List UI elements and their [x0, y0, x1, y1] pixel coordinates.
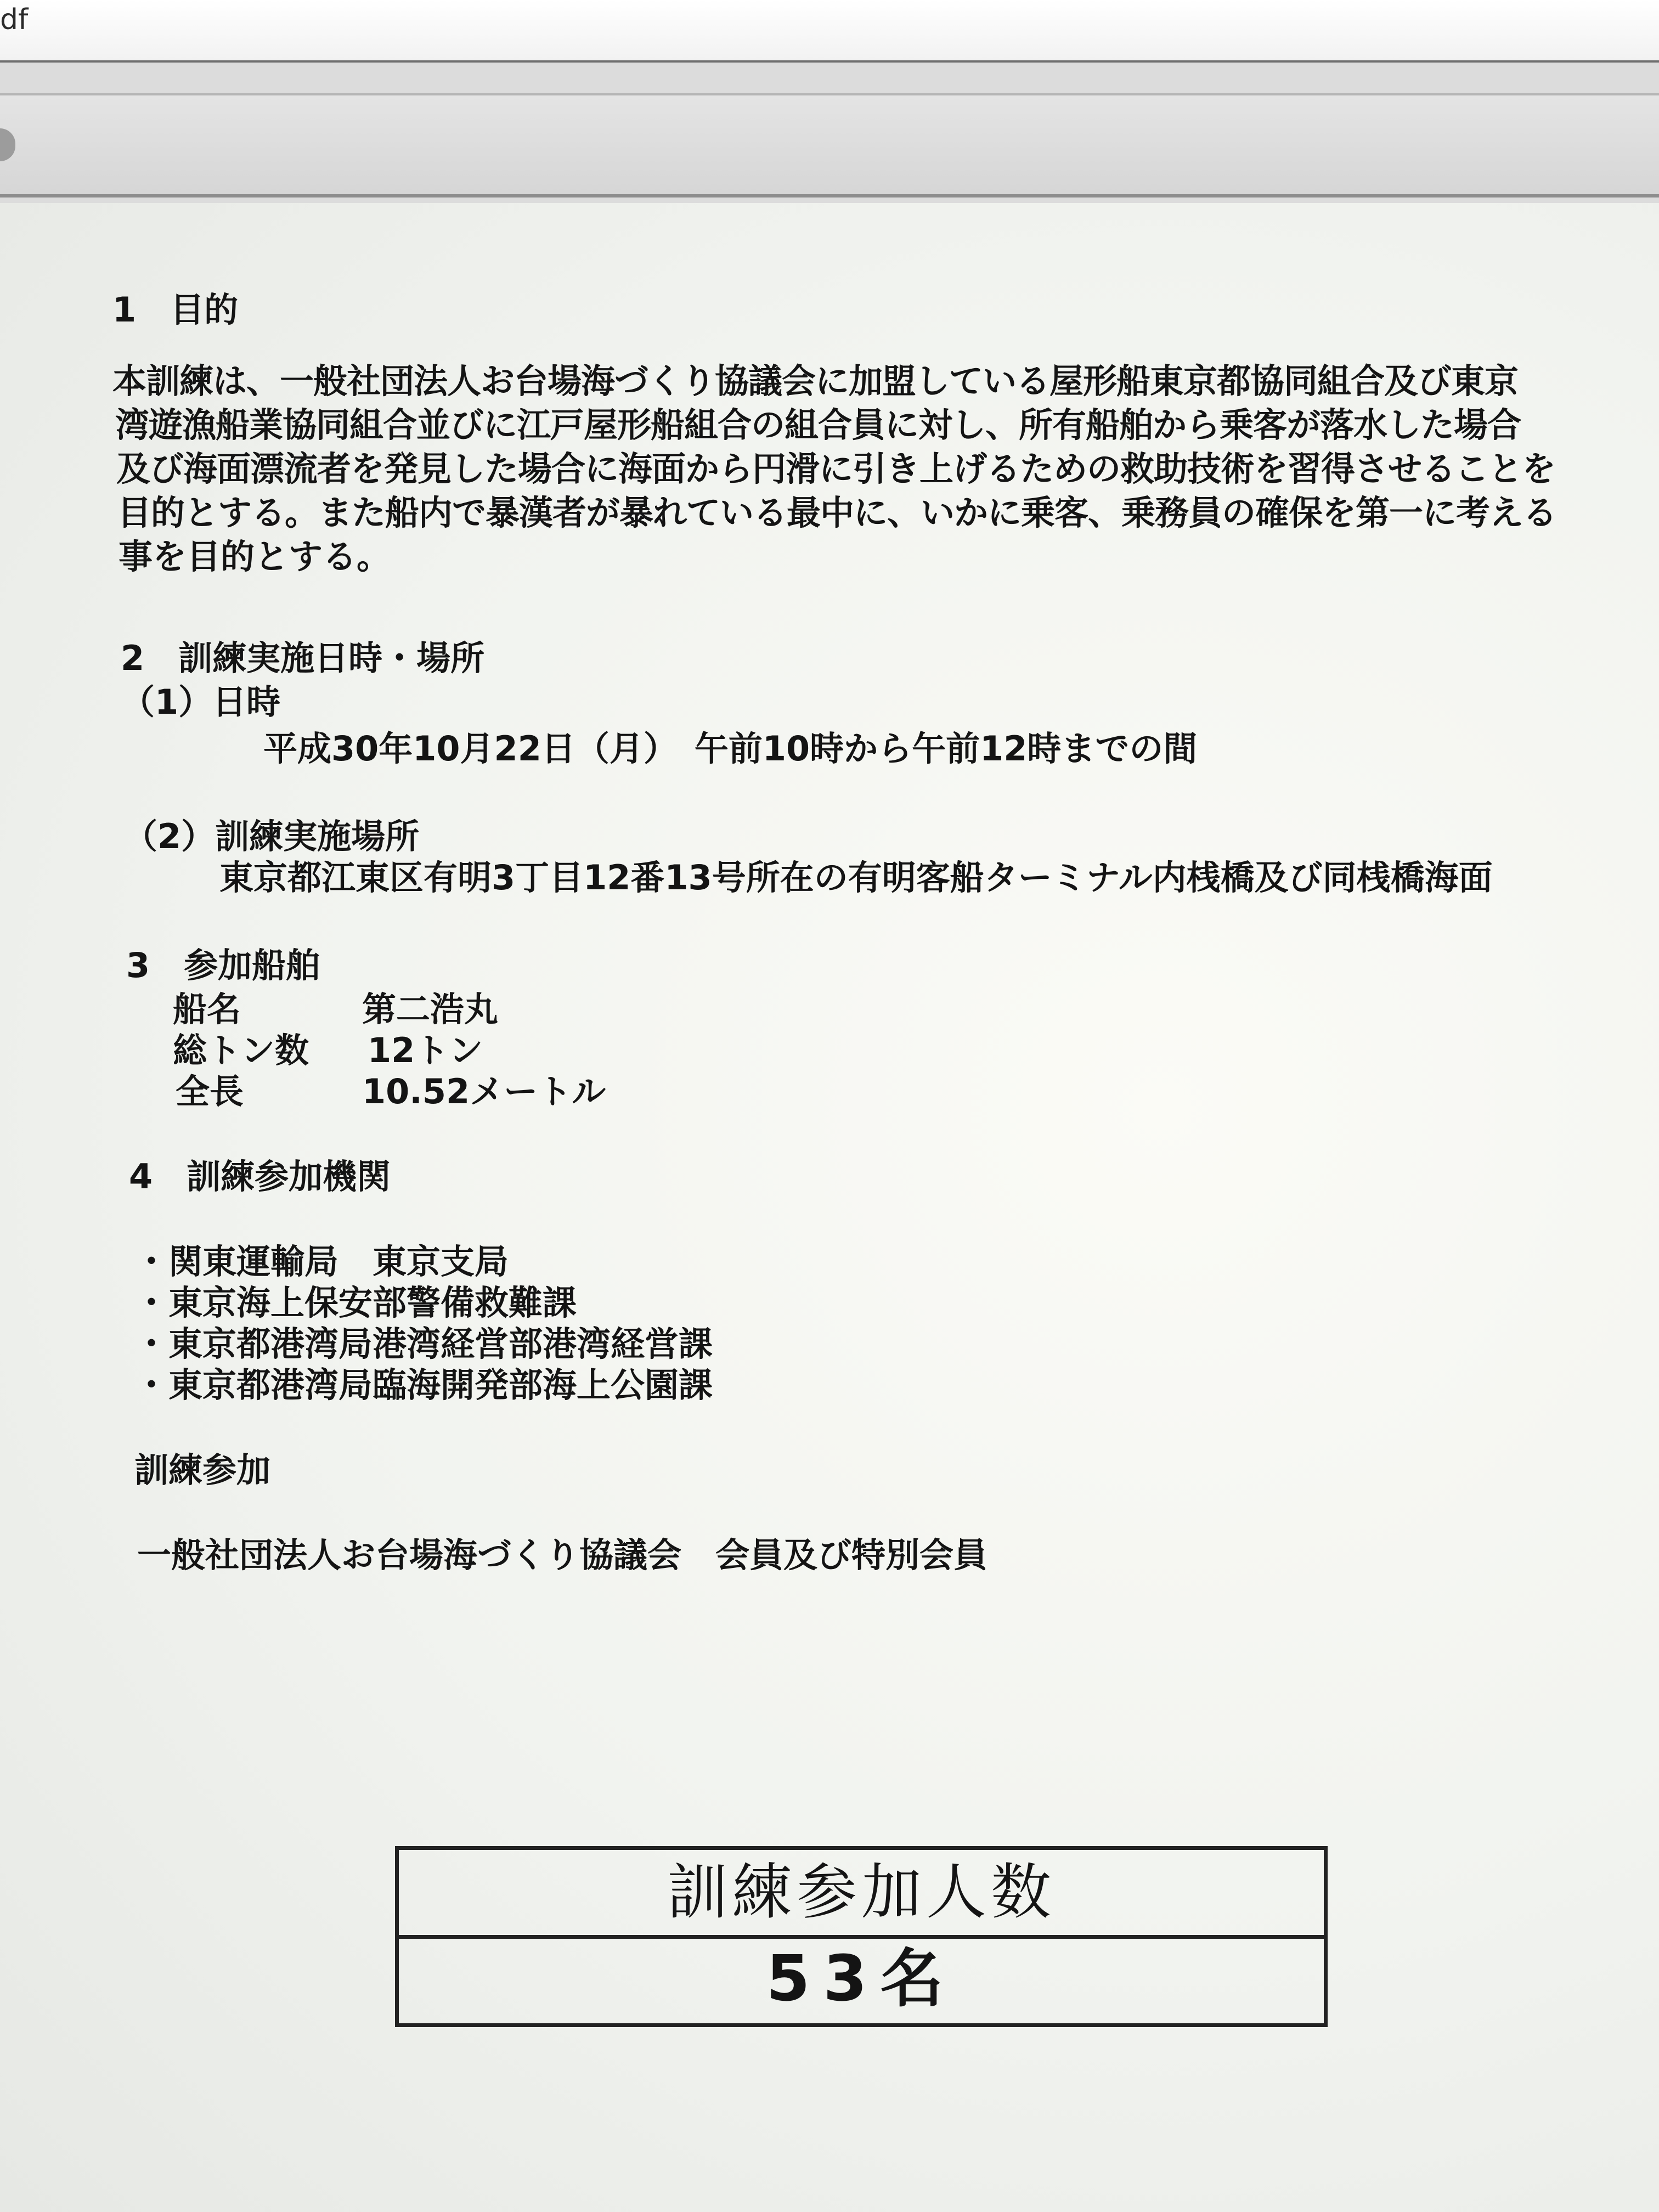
vessel-row-value: 12トン	[368, 1030, 483, 1070]
vessel-row-label: 総トン数	[173, 1030, 309, 1070]
participant-count-value: 53名	[766, 1942, 957, 2016]
toolbar-grip-handle[interactable]	[0, 128, 15, 161]
agency-list-item: ・関東運輸局 東京支局	[134, 1242, 509, 1282]
section-2-heading: 2 訓練実施日時・場所	[121, 638, 485, 678]
document-page	[0, 203, 1659, 2212]
window-title: df	[0, 3, 29, 36]
section-2-datetime: 平成30年10月22日（月） 午前10時から午前12時までの間	[263, 729, 1198, 769]
viewer-title-bar	[0, 0, 1659, 63]
participants-value: 一般社団法人お台場海づくり協議会 会員及び特別会員	[137, 1535, 988, 1575]
vessel-row-label: 船名	[173, 989, 241, 1029]
section-2-sub2-label: （2）訓練実施場所	[123, 816, 420, 856]
viewer-toolbar	[0, 93, 1659, 198]
section-2-location: 東京都江東区有明3丁目12番13号所在の有明客船ターミナル内桟橋及び同桟橋海面	[219, 857, 1493, 898]
agency-list-item: ・東京都港湾局港湾経営部港湾経営課	[134, 1324, 713, 1364]
participant-count-header: 訓練参加人数	[399, 1850, 1324, 1939]
vessel-row-value: 第二浩丸	[362, 989, 499, 1029]
section-1-body-line: 湾遊漁船業協同組合並びに江戸屋形船組合の組合員に対し、所有船舶から乗客が落水した場合	[115, 405, 1521, 445]
vessel-row-value: 10.52メートル	[362, 1071, 606, 1111]
section-1-heading: 1 目的	[112, 290, 239, 330]
section-1-body-line: 事を目的とする。	[119, 537, 391, 577]
section-1-body-line: 目的とする。また船内で暴漢者が暴れている最中に、いかに乗客、乗務員の確保を第一に考える	[117, 493, 1557, 533]
agency-list-item: ・東京海上保安部警備救難課	[134, 1283, 577, 1323]
agency-list-item: ・東京都港湾局臨海開発部海上公園課	[134, 1365, 713, 1405]
vessel-row-label: 全長	[176, 1071, 244, 1111]
section-4-heading: 4 訓練参加機関	[129, 1156, 391, 1197]
participant-count-table	[395, 1846, 1328, 2027]
section-1-body-line: 本訓練は、一般社団法人お台場海づくり協議会に加盟している屋形船東京都協同組合及び東京	[112, 361, 1519, 401]
section-3-heading: 3 参加船舶	[126, 945, 320, 985]
participants-heading: 訓練参加	[134, 1450, 271, 1490]
section-1-body-line: 及び海面漂流者を発見した場合に海面から円滑に引き上げるための救助技術を習得させることを	[116, 449, 1556, 489]
section-2-sub1-label: （1）日時	[121, 682, 281, 722]
